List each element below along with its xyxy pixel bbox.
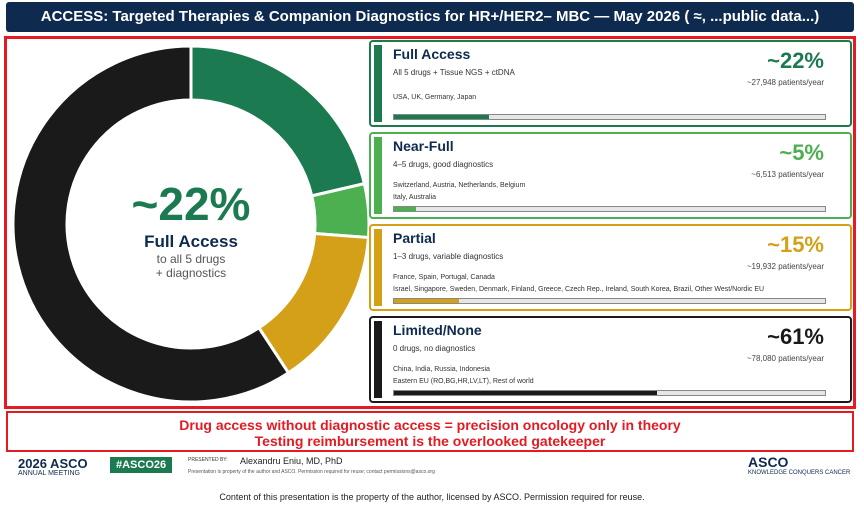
tier-progress-fill bbox=[394, 207, 416, 211]
tier-patients: ~19,932 patients/year bbox=[746, 262, 824, 271]
tier-countries-line1: China, India, Russia, Indonesia bbox=[393, 366, 490, 373]
tier-card-limited-none bbox=[369, 316, 852, 403]
tier-progress-bar bbox=[393, 114, 826, 120]
tier-percent: ~61% bbox=[767, 324, 824, 349]
tier-progress-fill bbox=[394, 115, 489, 119]
tier-countries-line2: Israel, Singapore, Sweden, Denmark, Finland, Greece, Czech Rep., Ireland, South Korea, Brazil, Other West/Nordic EU bbox=[393, 286, 765, 293]
tier-countries bbox=[393, 272, 833, 296]
donut-center-label bbox=[12, 180, 370, 280]
tier-progress-bar bbox=[393, 390, 826, 396]
donut-center-title: Full Access bbox=[144, 232, 238, 251]
slide-title: ACCESS: Targeted Therapies & Companion Diagnostics for HR+/HER2– MBC — May 2026 ( ≈, ...public data...) bbox=[6, 2, 854, 32]
key-message-box bbox=[6, 411, 854, 452]
asco-logo: ASCO bbox=[748, 454, 789, 470]
tier-description: All 5 drugs + Tissue NGS + ctDNA bbox=[393, 68, 515, 77]
donut-center-sub2: + diagnostics bbox=[155, 266, 227, 280]
tier-progress-fill bbox=[394, 391, 657, 395]
tier-progress-bar bbox=[393, 206, 826, 212]
tier-countries bbox=[393, 364, 833, 388]
donut-center-pct: ~22% bbox=[131, 178, 251, 230]
presentation-rights-note: Presentation is property of the author and ASCO. Permission required for reuse; contact permissions@asco.org bbox=[188, 469, 435, 475]
tier-countries-line2: Italy, Australia bbox=[393, 194, 437, 201]
key-message-line2: Testing reimbursement is the overlooked gatekeeper bbox=[254, 433, 606, 449]
tier-countries-line1: Switzerland, Austria, Netherlands, Belgium bbox=[393, 182, 526, 189]
tier-card-partial bbox=[369, 224, 852, 311]
asco-annual-meeting-label: ANNUAL MEETING bbox=[18, 470, 80, 477]
hashtag-badge: #ASCO26 bbox=[110, 457, 172, 473]
tier-accent-bar bbox=[374, 229, 382, 306]
tier-countries bbox=[393, 92, 833, 104]
tier-card-near-full bbox=[369, 132, 852, 219]
presenter-name: Alexandru Eniu, MD, PhD bbox=[240, 456, 343, 466]
tier-countries bbox=[393, 180, 833, 204]
tier-title: Limited/None bbox=[393, 322, 482, 338]
tier-description: 1–3 drugs, variable diagnostics bbox=[393, 252, 504, 261]
tier-title: Near-Full bbox=[393, 138, 454, 154]
tier-description: 0 drugs, no diagnostics bbox=[393, 344, 476, 353]
tier-countries-line2: Eastern EU (RO,BG,HR,LV,LT), Rest of world bbox=[393, 378, 534, 385]
donut-center-sub1: to all 5 drugs bbox=[156, 252, 226, 266]
tier-percent: ~15% bbox=[767, 232, 824, 257]
tier-countries-line1: France, Spain, Portugal, Canada bbox=[393, 274, 495, 281]
tier-percent: ~22% bbox=[767, 48, 824, 73]
tier-description: 4–5 drugs, good diagnostics bbox=[393, 160, 494, 169]
tier-patients: ~78,080 patients/year bbox=[746, 354, 824, 363]
tier-progress-fill bbox=[394, 299, 459, 303]
tier-progress-bar bbox=[393, 298, 826, 304]
tier-patients: ~6,513 patients/year bbox=[751, 170, 824, 179]
key-message-line1: Drug access without diagnostic access = precision oncology only in theory bbox=[179, 417, 681, 433]
tier-accent-bar bbox=[374, 45, 382, 122]
tier-accent-bar bbox=[374, 137, 382, 214]
tier-patients: ~27,948 patients/year bbox=[746, 78, 824, 87]
tier-accent-bar bbox=[374, 321, 382, 398]
tier-countries-line1: USA, UK, Germany, Japan bbox=[393, 94, 477, 101]
asco-tagline: KNOWLEDGE CONQUERS CANCER bbox=[748, 470, 851, 476]
slide-footer bbox=[0, 452, 864, 492]
presented-by-label: PRESENTED BY: bbox=[188, 457, 228, 463]
tier-title: Partial bbox=[393, 230, 436, 246]
tier-card-full-access bbox=[369, 40, 852, 127]
tier-title: Full Access bbox=[393, 46, 471, 62]
asco-annual-logo: 2026 ASCO bbox=[18, 456, 88, 471]
donut-slice-full-access bbox=[191, 46, 364, 196]
tier-percent: ~5% bbox=[779, 140, 824, 165]
copyright-notice: Content of this presentation is the property of the author, licensed by ASCO. Permission required for reuse. bbox=[219, 492, 645, 502]
